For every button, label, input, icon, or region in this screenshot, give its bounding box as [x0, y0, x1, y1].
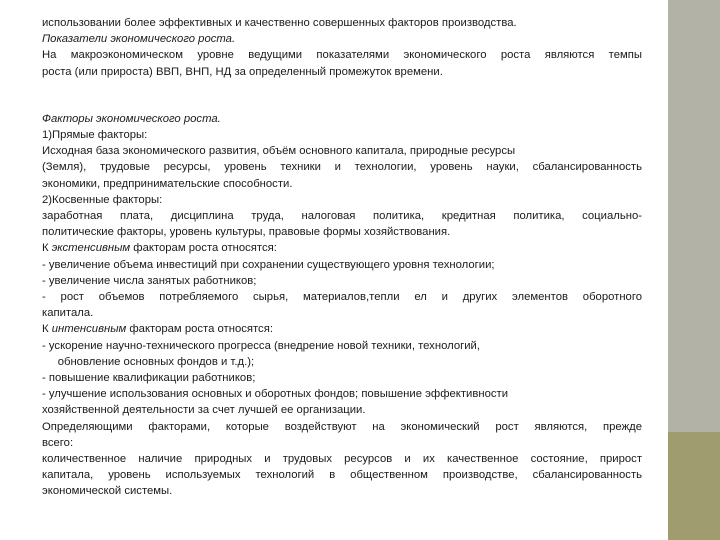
right-decorative-sidebar — [668, 0, 720, 540]
list-item: - ускорение научно-технического прогресса (внедрение новой техники, технологий, — [42, 339, 480, 352]
text-line: Определяющими факторами, которые воздействуют на экономический рост являются, прежде — [42, 420, 642, 433]
term-extensive: экстенсивным — [51, 242, 131, 255]
text-line: (Земля), трудовые ресурсы, уровень техники и технологии, уровень науки, сбалансированность — [42, 161, 642, 174]
text-fragment: факторам роста относятся: — [126, 323, 273, 336]
text-line: заработная плата, дисциплина труда, налоговая политика, кредитная политика, социально- — [42, 210, 642, 223]
text-line: 2)Косвенные факторы: — [42, 193, 163, 206]
term-intensive: интенсивным — [51, 323, 127, 336]
text-line: обновление основных фондов и т.д.); — [42, 355, 255, 368]
text-fragment: К — [42, 242, 52, 255]
sidebar-accent-block — [668, 432, 720, 540]
text-line: 1)Прямые факторы: — [42, 129, 148, 142]
slide-text-body — [42, 15, 642, 500]
text-line: хозяйственной деятельности за счет лучшей ее организации. — [42, 404, 366, 417]
heading-growth-indicators: Показатели экономического роста. — [42, 33, 236, 46]
text-line-extensive-intro — [42, 240, 642, 256]
list-item: - увеличение числа занятых работников; — [42, 274, 257, 287]
text-line: На макроэкономическом уровне ведущими показателями экономического роста являются темпы — [42, 49, 642, 62]
list-item: - повышение квалификации работников; — [42, 372, 256, 385]
text-line: экономики, предпринимательские способности. — [42, 177, 293, 190]
heading-growth-factors: Факторы экономического роста. — [42, 112, 221, 125]
text-line: Исходная база экономического развития, объём основного капитала, природные ресурсы — [42, 145, 516, 158]
text-line: капитала, уровень используемых технологий в общественном производстве, сбалансированность — [42, 469, 642, 482]
text-line: всего: — [42, 436, 74, 449]
text-line: политические факторы, уровень культуры, правовые формы хозяйствования. — [42, 226, 451, 239]
paragraph-gap — [42, 80, 642, 111]
text-line: капитала. — [42, 307, 94, 320]
text-line: роста (или прироста) ВВП, ВНП, НД за определенный промежуток времени. — [42, 65, 443, 78]
text-fragment: К — [42, 323, 52, 336]
text-line: количественное наличие природных и трудовых ресурсов и их качественное состояние, прирост — [42, 453, 642, 466]
text-line-intensive-intro — [42, 321, 642, 337]
text-line: использовании более эффективных и качественно совершенных факторов производства. — [42, 17, 517, 29]
text-fragment: факторам роста относятся: — [130, 242, 277, 255]
list-item: - увеличение объема инвестиций при сохранении существующего уровня технологии; — [42, 258, 495, 271]
text-line: экономической системы. — [42, 485, 173, 498]
list-item: - рост объемов потребляемого сырья, материалов,тепли ел и других элементов оборотного — [42, 291, 642, 304]
list-item: - улучшение использования основных и оборотных фондов; повышение эффективности — [42, 388, 509, 401]
